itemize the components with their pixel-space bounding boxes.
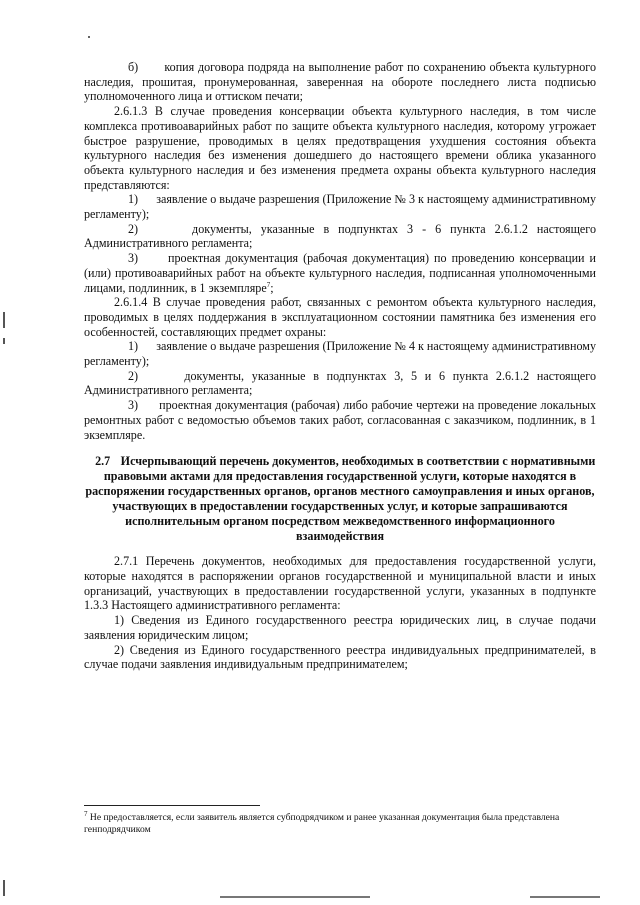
paragraph-b: б) копия договора подряда на выполнение работ по сохранению объекта культурного наследия, прошитая, пронумерованная, заверенная на обороте последнего листа подписью уполномоченного лица и оттиском печати; — [84, 60, 596, 104]
list-item-end: ; — [270, 280, 274, 295]
list-item: 1) заявление о выдаче разрешения (Приложение № 3 к настоящему административному регламенту); — [84, 192, 596, 222]
binding-mark — [3, 880, 5, 896]
document-body — [84, 60, 596, 672]
list-item: 2) Сведения из Единого государственного реестра индивидуальных предпринимателей, в случае подачи заявления индивидуальным предпринимателем; — [84, 642, 596, 672]
list-item: 2) документы, указанные в подпунктах 3 - 6 пункта 2.6.1.2 настоящего Административного регламента; — [84, 221, 596, 251]
list-item: 1) заявление о выдаче разрешения (Приложение № 4 к настоящему административному регламенту); — [84, 339, 596, 369]
scan-artifact — [220, 896, 370, 898]
section-heading — [84, 454, 596, 544]
footnote — [84, 809, 596, 836]
section-number: 2.7 — [95, 454, 111, 469]
footnote-ref: 7 — [266, 280, 271, 289]
binding-mark — [3, 338, 5, 344]
footnote-text: Не предоставляется, если заявитель является субподрядчиком и ранее указанная документация была представлена генподрядчиком — [84, 812, 560, 835]
list-item-text: 3) проектная документация (рабочая документация) по проведению консервации и (или) противоаварийных работ на объекте культурного наследия, подписанная уполномоченными лицами, подлинник, в 1 экземпляре — [84, 251, 596, 295]
paragraph-2-6-1-3: 2.6.1.3 В случае проведения консервации объекта культурного наследия, в том числе комплекса противоаварийных работ по защите объекта культурного наследия, которому угрожает быстрое разрушение, проводимых в целях предотвращения ухудшения состояния объекта культурного наследия без изменения дошедшего до настоящего времени облика указанного объекта культурного наследия и без изменения предмета охраны объекта культурного наследия представляются: — [84, 104, 596, 192]
footnote-marker: 7 — [84, 809, 88, 818]
section-title: Исчерпывающий перечень документов, необходимых в соответствии с нормативными правовыми актами для предоставления государственной услуги, которые находятся в распоряжении государственных органов, органов местного самоуправления и иных органов, участвующих в предоставлении государственных услуг, и которые запрашиваются исполнительным органом посредством межведомственного информационного взаимодействия — [85, 454, 596, 544]
scan-speck — [88, 36, 90, 38]
footnote-divider — [84, 805, 260, 806]
paragraph-2-6-1-4: 2.6.1.4 В случае проведения работ, связанных с ремонтом объекта культурного наследия, проводимых в целях поддержания в эксплуатационном состоянии памятника без изменения его особенностей, составляющих предмет охраны: — [84, 295, 596, 339]
list-item: 1) Сведения из Единого государственного реестра юридических лиц, в случае подачи заявления юридическим лицом; — [84, 613, 596, 642]
paragraph-2-7-1: 2.7.1 Перечень документов, необходимых для предоставления государственной услуги, которые находятся в распоряжении органов государственной и муниципальной власти и иных организаций, участвующих в предоставлении государственной услуги, указанных в подпункте 1.3.3 Настоящего административного регламента: — [84, 554, 596, 613]
binding-mark — [3, 312, 5, 328]
list-item: 2) документы, указанные в подпунктах 3, 5 и 6 пункта 2.6.1.2 настоящего Административного регламента; — [84, 368, 596, 398]
list-item: 3) проектная документация (рабочая) либо рабочие чертежи на проведение локальных ремонтных работ с ведомостью объемов таких работ, согласованная с заказчиком, подлинник, в 1 экземпляре. — [84, 398, 596, 442]
scan-artifact — [530, 896, 600, 898]
list-item — [84, 251, 596, 295]
